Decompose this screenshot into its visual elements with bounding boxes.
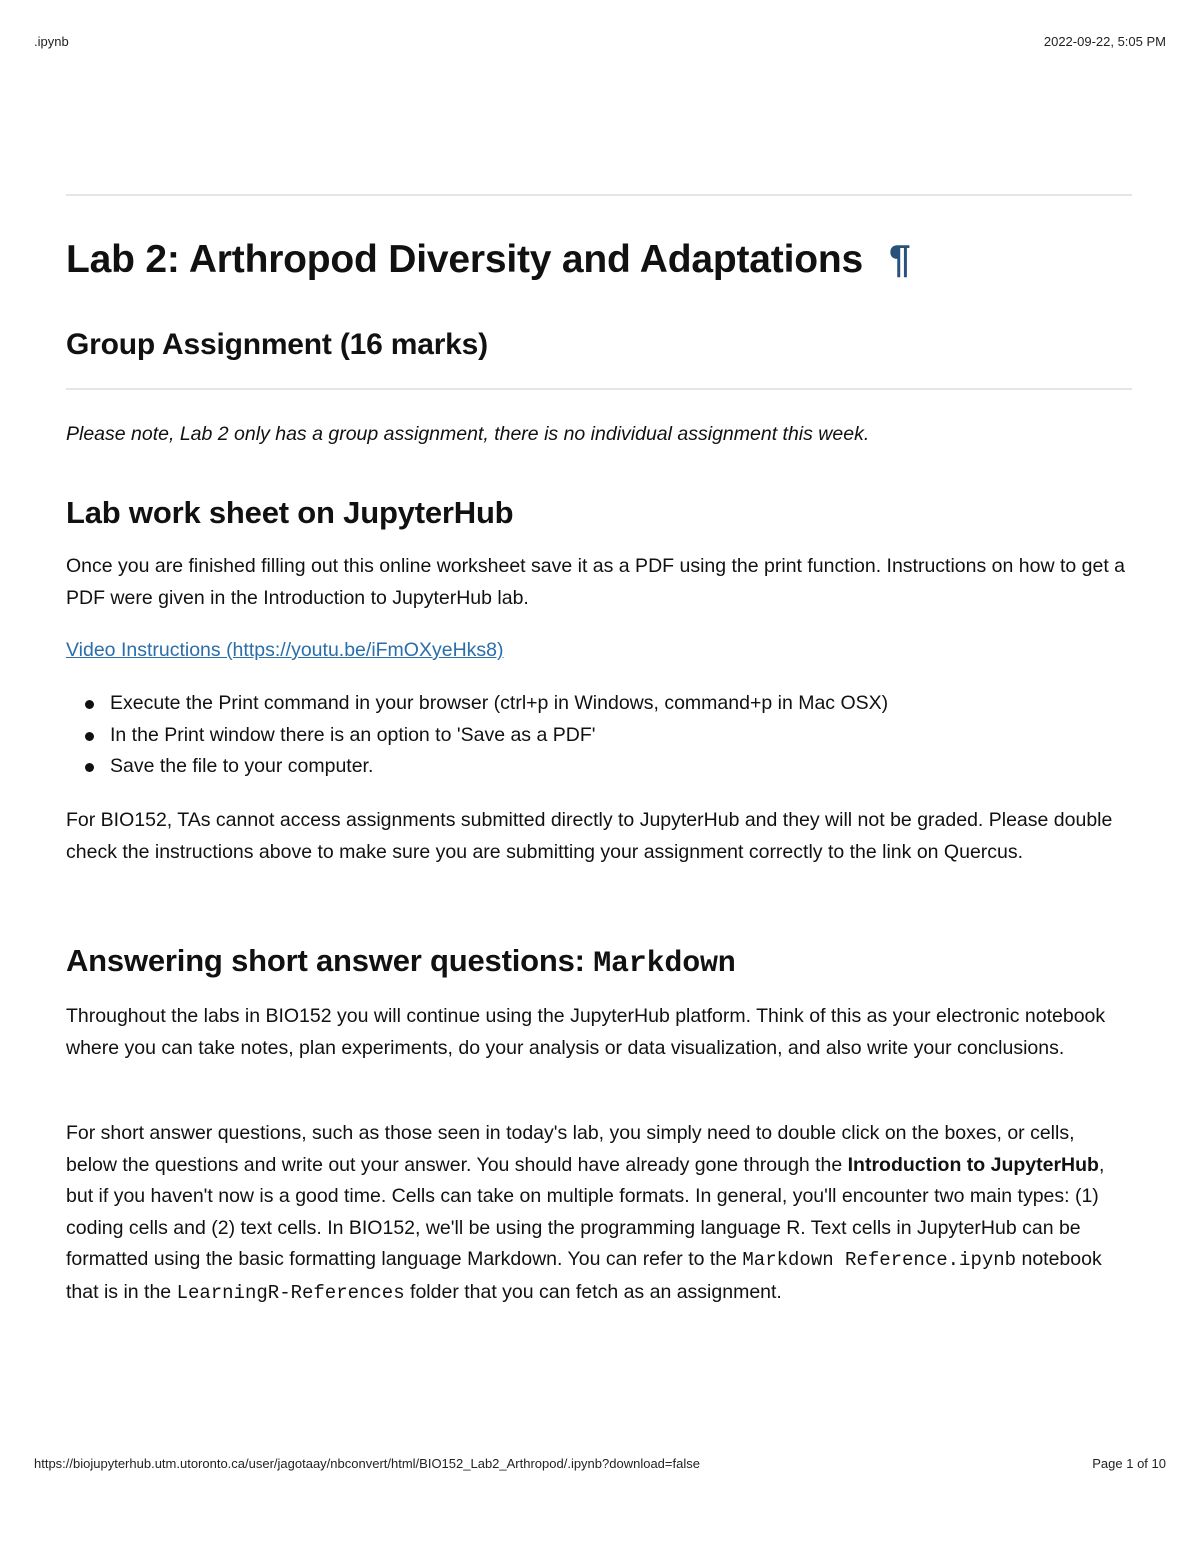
section-heading-markdown-text: Answering short answer questions: xyxy=(66,943,594,978)
section-heading-worksheet: Lab work sheet on JupyterHub xyxy=(66,495,514,530)
learningr-references-code: LearningR-References xyxy=(176,1281,405,1304)
print-footer-page: Page 1 of 10 xyxy=(1092,1456,1166,1471)
text-run: , but if you haven't now is a good time. Cells can take on multiple formats. In general, you'll encounter two main types: (1) coding cells and (2) text cells. In BIO152, we'll be using the programming language R. Text cells in JupyterHub can be formatted using the basic formatting language Markdown. You can refer to the xyxy=(66,1153,1105,1270)
page-title-text: Lab 2: Arthropod Diversity and Adaptations xyxy=(66,238,863,281)
text-run: folder that you can fetch as an assignment. xyxy=(404,1280,782,1303)
section-heading-markdown-code: Markdown xyxy=(593,947,736,981)
video-link-line xyxy=(66,635,1126,667)
page-title xyxy=(66,238,910,282)
bullet-icon xyxy=(85,700,94,709)
worksheet-paragraph: Once you are finished filling out this online worksheet save it as a PDF using the print function. Instructions on how to get a PDF were given in the Introduction to JupyterHub lab. xyxy=(66,555,1125,609)
list-item-text: Save the file to your computer. xyxy=(110,755,374,777)
section-heading-markdown xyxy=(66,943,736,981)
print-header-filename: .ipynb xyxy=(34,34,69,49)
list-item xyxy=(66,720,888,752)
list-item-text: Execute the Print command in your browser (ctrl+p in Windows, command+p in Mac OSX) xyxy=(110,692,889,714)
print-header xyxy=(34,34,1166,49)
top-divider xyxy=(66,194,1132,196)
intro-jupyterhub-bold: Introduction to JupyterHub xyxy=(847,1153,1099,1176)
print-steps-list xyxy=(66,688,888,783)
print-footer xyxy=(34,1456,1166,1471)
subtitle: Group Assignment (16 marks) xyxy=(66,328,488,361)
text-run: For short answer questions, such as those seen in today's lab, you simply need to double click on the boxes, or cells, below the questions and write out your answer. You should have already gone through the xyxy=(66,1122,1075,1176)
video-instructions-link[interactable]: Video Instructions (https://youtu.be/iFmOXyeHks8) xyxy=(66,639,504,661)
bullet-icon xyxy=(85,763,94,772)
markdown-reference-code: Markdown Reference.ipynb xyxy=(742,1249,1017,1271)
notebook-intro-paragraph: Throughout the labs in BIO152 you will continue using the JupyterHub platform. Think of this as your electronic notebook where you can take notes, plan experiments, do your analysis or data visualization, and also write your conclusions. xyxy=(66,1005,1106,1059)
anchor-link[interactable]: ¶ xyxy=(888,238,911,281)
print-header-datetime: 2022-09-22, 5:05 PM xyxy=(1043,34,1166,49)
print-footer-url: https://biojupyterhub.utm.utoronto.ca/user/jagotaay/nbconvert/html/BIO152_Lab2_Arthropod/.ipynb?download=false xyxy=(34,1456,700,1471)
subtitle-divider xyxy=(66,388,1132,390)
short-answer-paragraph xyxy=(66,1118,1126,1309)
grading-paragraph: For BIO152, TAs cannot access assignments submitted directly to JupyterHub and they will not be graded. Please double check the instructions above to make sure you are submitting your assignment correctly to the link on Quercus. xyxy=(66,809,1113,863)
list-item-text: In the Print window there is an option to 'Save as a PDF' xyxy=(110,723,596,746)
bullet-icon xyxy=(85,732,94,741)
list-item xyxy=(66,751,888,783)
assignment-note: Please note, Lab 2 only has a group assignment, there is no individual assignment this week. xyxy=(66,423,870,445)
text-run: notebook that is in the xyxy=(66,1248,1102,1303)
list-item xyxy=(66,688,888,720)
